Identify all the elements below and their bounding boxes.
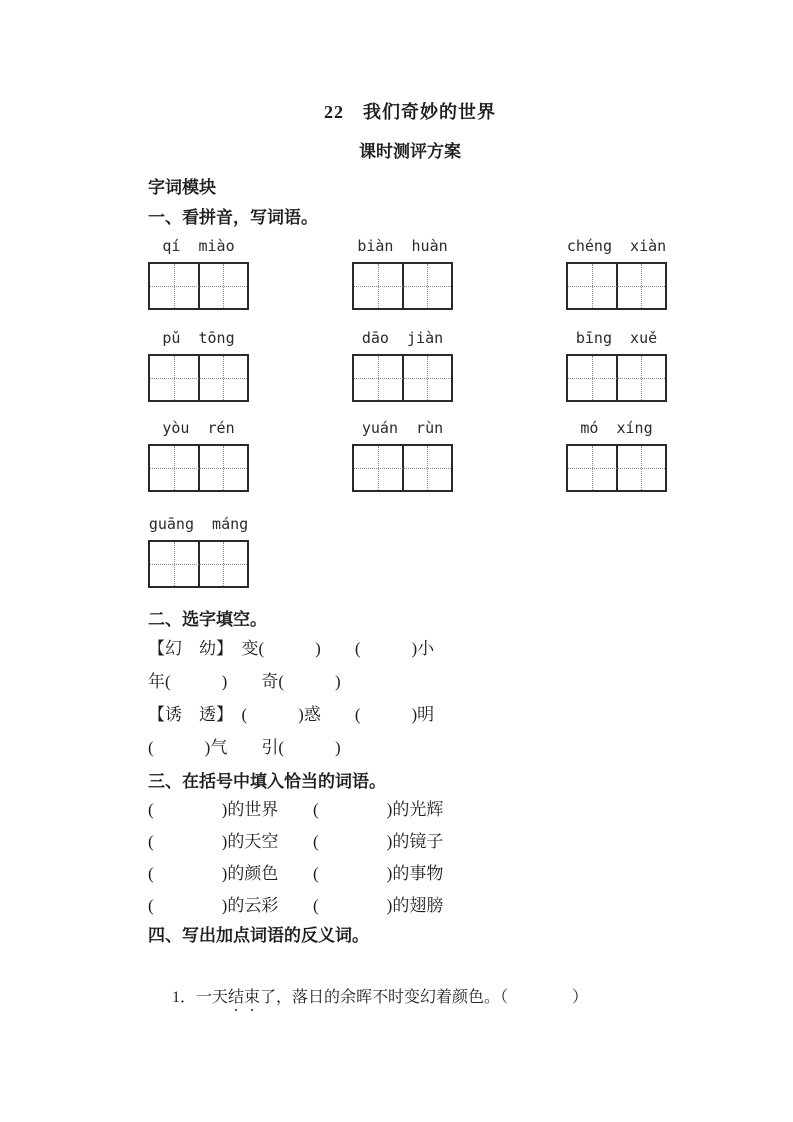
module-header: 字词模块 (148, 178, 216, 197)
antonym-item-1 (148, 948, 672, 1048)
pinyin-label: guāng máng (148, 515, 249, 533)
writing-grid (566, 262, 667, 310)
grid-cell (354, 446, 402, 490)
grid-cell (150, 542, 198, 586)
page-title: 22 我们奇妙的世界 (324, 102, 496, 122)
pinyin-unit (566, 418, 667, 492)
choose-line-3: 【诱 透】 ( )惑 ( )明 (148, 705, 435, 724)
grid-cell (616, 264, 666, 308)
fill-blank: ( )的云彩 (148, 896, 279, 915)
grid-cell (198, 446, 248, 490)
grid-cell (198, 264, 248, 308)
writing-grid (566, 444, 667, 492)
pinyin-label: chéng xiàn (566, 237, 667, 255)
fill-blank: ( )的世界 (148, 800, 279, 819)
fill-blank: ( )的事物 (313, 864, 444, 883)
grid-cell (150, 264, 198, 308)
emphasized-word: 结束 (228, 989, 261, 1006)
pinyin-label: yuán rùn (361, 419, 444, 437)
grid-cell (150, 446, 198, 490)
pinyin-unit (148, 236, 249, 310)
writing-grid (352, 354, 453, 402)
writing-grid (148, 354, 249, 402)
page-content (148, 0, 672, 1048)
pinyin-label: dāo jiàn (361, 329, 444, 347)
section4-header: 四、写出加点词语的反义词。 (148, 926, 369, 945)
fill-row-3 (148, 858, 672, 890)
fill-row-2 (148, 826, 672, 858)
pinyin-label: pǔ tōng (162, 329, 235, 347)
page-subtitle: 课时测评方案 (359, 142, 461, 161)
pinyin-unit (566, 328, 667, 402)
fill-blank: ( )的颜色 (148, 864, 279, 883)
choose-line-1: 【幻 幼】 变( ) ( )小 (148, 639, 435, 658)
fill-blank: ( )的翅膀 (313, 896, 444, 915)
pinyin-unit (352, 418, 453, 492)
grid-cell (402, 264, 452, 308)
pinyin-label: qí miào (162, 237, 235, 255)
fill-blank: ( )的镜子 (313, 832, 444, 851)
sentence-end: 了，落日的余晖不时变幻着颜色。（ ） (260, 989, 589, 1006)
pinyin-unit (352, 328, 453, 402)
pinyin-unit (148, 514, 249, 588)
pinyin-label: yòu rén (162, 419, 235, 437)
grid-cell (616, 446, 666, 490)
writing-grid (352, 262, 453, 310)
writing-grid (148, 540, 249, 588)
writing-grid (148, 444, 249, 492)
section3-header: 三、在括号中填入恰当的词语。 (148, 772, 386, 791)
pinyin-label: mó xíng (580, 419, 653, 437)
grid-cell (198, 356, 248, 400)
grid-cell (616, 356, 666, 400)
pinyin-unit (566, 236, 667, 310)
grid-cell (354, 264, 402, 308)
writing-grid (566, 354, 667, 402)
writing-grid (352, 444, 453, 492)
pinyin-unit (352, 236, 453, 310)
choose-line-4: ( )气 引( ) (148, 738, 341, 757)
grid-cell (568, 264, 616, 308)
grid-cell (150, 356, 198, 400)
pinyin-label: bīng xuě (575, 329, 658, 347)
writing-grid (148, 262, 249, 310)
grid-cell (402, 356, 452, 400)
fill-blank: ( )的光辉 (313, 800, 444, 819)
pinyin-label: biàn huàn (357, 237, 448, 255)
pinyin-row-3 (148, 418, 672, 492)
pinyin-row-1 (148, 236, 672, 310)
grid-cell (198, 542, 248, 586)
grid-cell (568, 356, 616, 400)
sentence-start: 1．一天 (172, 989, 229, 1006)
grid-cell (354, 356, 402, 400)
grid-cell (402, 446, 452, 490)
section1-header: 一、看拼音，写词语。 (148, 208, 318, 227)
fill-row-4 (148, 890, 672, 922)
fill-row-1 (148, 794, 672, 826)
grid-cell (568, 446, 616, 490)
fill-blank: ( )的天空 (148, 832, 279, 851)
choose-line-2: 年( ) 奇( ) (148, 672, 341, 691)
pinyin-unit (148, 328, 249, 402)
pinyin-row-4 (148, 514, 672, 588)
pinyin-unit (148, 418, 249, 492)
section2-header: 二、选字填空。 (148, 610, 267, 629)
pinyin-row-2 (148, 328, 672, 402)
